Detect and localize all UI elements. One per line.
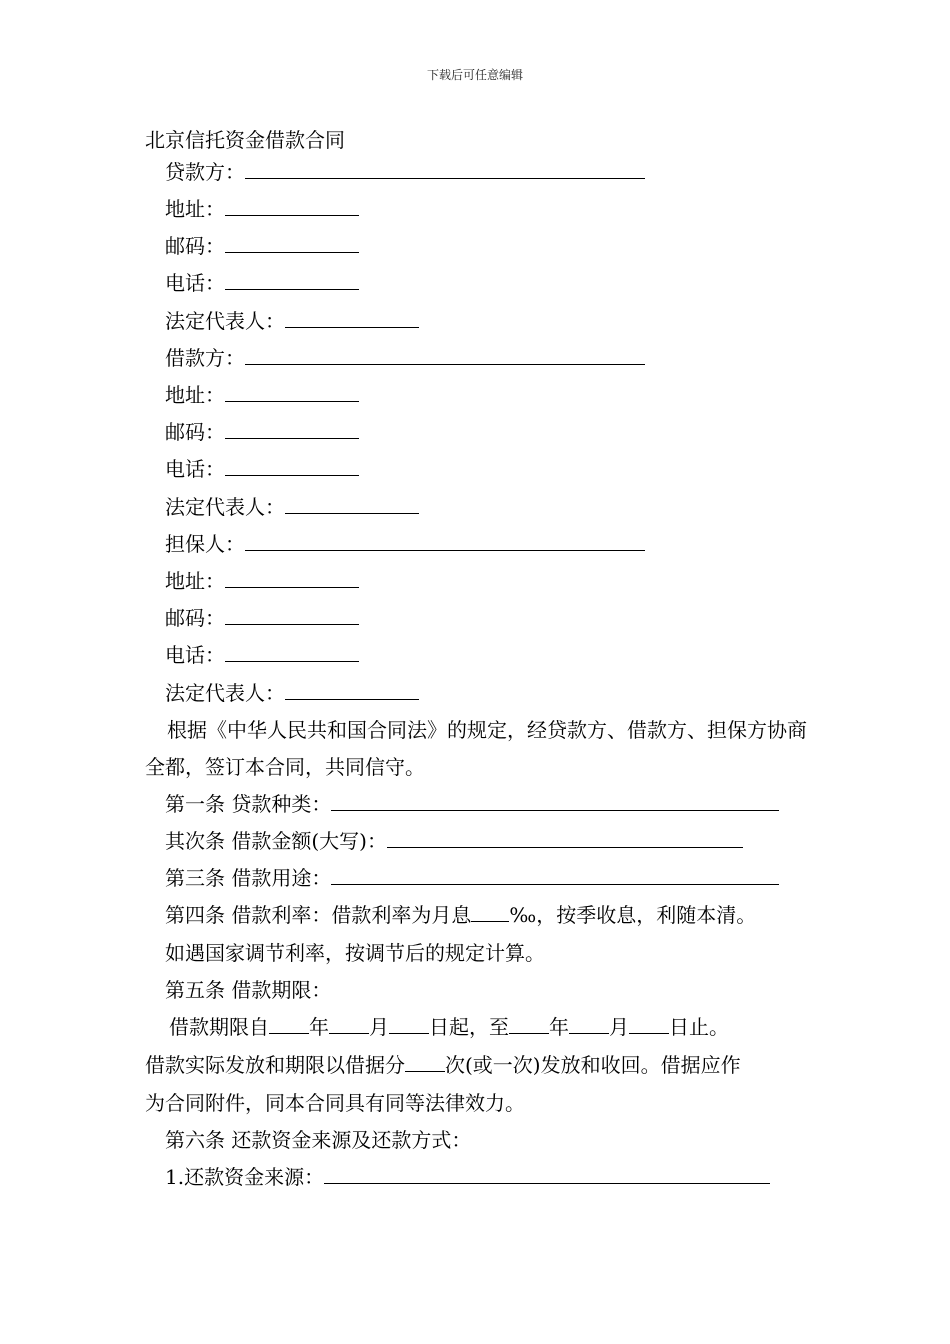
start-day-blank[interactable] [389,1015,429,1034]
repayment-source-blank[interactable] [324,1165,770,1184]
borrower-postcode-blank[interactable] [225,420,359,439]
lender-line [165,160,645,184]
article-6-title: 第六条 还款资金来源及还款方式： [165,1128,472,1152]
guarantor-phone-label: 电话： [165,643,225,667]
borrower-address-label: 地址： [165,383,225,407]
preamble-paragraph: 根据《中华人民共和国合同法》的规定，经贷款方、借款方、担保方协商全都，签订本合同，共同信守。 [145,718,807,779]
article-2 [165,829,743,853]
article-3-label: 第三条 借款用途： [165,866,332,890]
guarantor-address-blank[interactable] [225,569,359,588]
borrower-rep-label: 法定代表人： [165,495,285,519]
lender-rep-blank[interactable] [285,309,419,328]
loan-period-line [169,1015,729,1039]
borrower-phone-blank[interactable] [225,457,359,476]
day-from-label: 日起，至 [429,1015,509,1039]
day-end-label: 日止。 [669,1015,729,1039]
guarantor-blank[interactable] [245,532,645,551]
borrower-postcode-line [165,420,359,444]
guarantor-postcode-label: 邮码： [165,606,225,630]
start-year-blank[interactable] [269,1015,309,1034]
interest-rate-blank[interactable] [471,903,509,922]
lender-rep-label: 法定代表人： [165,309,285,333]
lender-blank[interactable] [245,160,645,179]
borrower-blank[interactable] [245,346,645,365]
repayment-source-label: 1.还款资金来源： [165,1165,325,1189]
contract-title: 北京信托资金借款合同 [145,128,345,152]
month-label: 月 [609,1015,629,1039]
borrower-label: 借款方： [165,346,245,370]
guarantor-label: 担保人： [165,532,245,556]
article-4-label: 第四条 借款利率：借款利率为月息 [165,903,472,927]
lender-postcode-blank[interactable] [225,234,359,253]
guarantor-postcode-line [165,606,359,630]
month-label: 月 [369,1015,389,1039]
lender-postcode-label: 邮码： [165,234,225,258]
article-2-label: 其次条 借款金额(大写)： [165,829,387,853]
lender-address-label: 地址： [165,197,225,221]
guarantor-address-line [165,569,359,593]
borrower-address-line [165,383,359,407]
disbursement-label: 借款实际发放和期限以借据分 [145,1053,405,1077]
attachment-clause: 为合同附件，同本合同具有同等法律效力。 [145,1091,525,1115]
borrower-phone-label: 电话： [165,457,225,481]
article-1-label: 第一条 贷款种类： [165,792,332,816]
year-label: 年 [549,1015,569,1039]
disbursement-line [145,1053,741,1077]
installments-blank[interactable] [405,1053,445,1072]
lender-phone-label: 电话： [165,271,225,295]
lender-address-blank[interactable] [225,197,359,216]
lender-phone-line [165,271,359,295]
guarantor-phone-line [165,643,359,667]
borrower-rep-line [165,495,419,519]
repayment-source-line [165,1165,770,1189]
guarantor-rep-label: 法定代表人： [165,681,285,705]
end-day-blank[interactable] [629,1015,669,1034]
end-month-blank[interactable] [569,1015,609,1034]
article-3-blank[interactable] [331,866,779,885]
page-header: 下载后可任意编辑 [426,68,523,82]
lender-address-line [165,197,359,221]
article-3 [165,866,779,890]
disbursement-rest: 次(或一次)发放和收回。借据应作 [445,1053,741,1077]
guarantor-rep-blank[interactable] [285,681,419,700]
borrower-rep-blank[interactable] [285,495,419,514]
guarantor-line [165,532,645,556]
lender-rep-line [165,309,419,333]
year-label: 年 [309,1015,329,1039]
start-month-blank[interactable] [329,1015,369,1034]
guarantor-phone-blank[interactable] [225,643,359,662]
article-4 [165,903,756,927]
article-4-rest: ‰，按季收息，利随本清。 [509,903,757,927]
article-5-title: 第五条 借款期限： [165,978,332,1002]
guarantor-postcode-blank[interactable] [225,606,359,625]
end-year-blank[interactable] [509,1015,549,1034]
borrower-postcode-label: 邮码： [165,420,225,444]
guarantor-address-label: 地址： [165,569,225,593]
borrower-phone-line [165,457,359,481]
lender-postcode-line [165,234,359,258]
article-2-blank[interactable] [387,829,743,848]
article-1-blank[interactable] [331,792,779,811]
lender-label: 贷款方： [165,160,245,184]
article-4-note: 如遇国家调节利率，按调节后的规定计算。 [165,941,545,965]
article-1 [165,792,779,816]
lender-phone-blank[interactable] [225,271,359,290]
guarantor-rep-line [165,681,419,705]
borrower-line [165,346,645,370]
loan-period-from-label: 借款期限自 [169,1015,269,1039]
borrower-address-blank[interactable] [225,383,359,402]
